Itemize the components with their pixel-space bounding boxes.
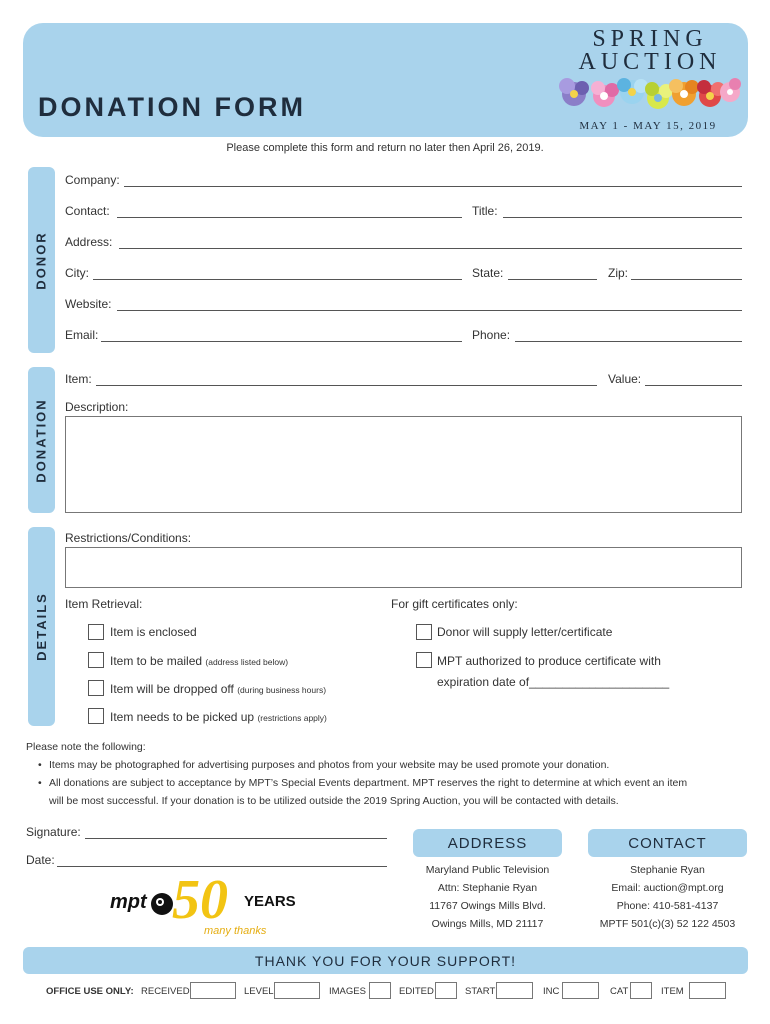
website-field[interactable] (117, 310, 742, 311)
title-label: Title: (472, 204, 498, 218)
instructions: Please complete this form and return no later then April 26, 2019. (226, 142, 544, 154)
cat-box[interactable] (630, 982, 652, 999)
flower-icon (591, 81, 619, 107)
donation-tab (28, 367, 55, 513)
item-field[interactable] (96, 385, 597, 386)
mailed-note: (address listed below) (205, 657, 289, 667)
mpt-produce-label: MPT authorized to produce certificate with (437, 654, 661, 668)
email-field[interactable] (101, 341, 462, 342)
address-field[interactable] (119, 248, 742, 249)
city-field[interactable] (93, 279, 462, 280)
enclosed-checkbox[interactable] (88, 624, 104, 640)
dropped-off-checkbox[interactable] (88, 680, 104, 696)
zip-field[interactable] (631, 279, 742, 280)
zip-label: Zip: (608, 266, 629, 280)
city-label: City: (65, 266, 89, 280)
contact-field[interactable] (117, 217, 462, 218)
details-tab (28, 527, 55, 726)
start-label: START (465, 986, 496, 997)
picked-up-label (110, 710, 327, 724)
item-office-label: ITEM (661, 986, 684, 997)
contact-line-3: Phone: 410-581-4137 (616, 900, 719, 912)
received-label: RECEIVED (141, 986, 190, 997)
description-textarea[interactable] (65, 416, 742, 513)
item-box[interactable] (689, 982, 726, 999)
thank-you-banner: THANK YOU FOR YOUR SUPPORT! (23, 947, 748, 974)
event-dates: MAY 1 - MAY 15, 2019 (579, 120, 717, 132)
event-title-line2: AUCTION (578, 49, 722, 75)
level-label: LEVEL (244, 986, 274, 997)
note-bullet-2-cont: will be most successful. If your donation is to be utilized outside the 2019 Spring Auction, you will be contacted with details. (49, 795, 619, 807)
dropped-off-text: Item will be dropped off (110, 682, 234, 696)
notes-heading: Please note the following: (26, 741, 146, 753)
address-line-4: Owings Mills, MD 21117 (431, 918, 544, 930)
description-label: Description: (65, 400, 129, 414)
flower-icon (645, 82, 673, 109)
address-line-2: Attn: Stephanie Ryan (437, 882, 538, 894)
note-bullet-2: All donations are subject to acceptance by MPT’s Special Events department. MPT reserves the right to determine at which event an item (49, 777, 688, 789)
flower-icon (559, 78, 589, 106)
contact-line-1: Stephanie Ryan (630, 864, 705, 876)
flower-icon (617, 78, 648, 104)
state-label: State: (472, 266, 504, 280)
contact-line-4: MPTF 501(c)(3) 52 122 4503 (599, 918, 736, 930)
flowers-illustration (552, 72, 742, 120)
date-field[interactable] (57, 866, 387, 867)
address-block (405, 861, 570, 933)
note-bullet-1: Items may be photographed for advertising purposes and photos from your website may be used promote your donation. (49, 759, 610, 771)
contact-line-2: Email: auction@mpt.org (611, 882, 724, 894)
date-label: Date: (26, 853, 55, 867)
contact-label: Contact: (65, 204, 110, 218)
donation-tab-label: DONATION (34, 397, 49, 483)
fifty-number: 50 (172, 869, 228, 931)
mpt-produce-checkbox[interactable] (416, 652, 432, 668)
expiration-date-label: expiration date of_____________________ (437, 675, 670, 689)
received-box[interactable] (190, 982, 236, 999)
bullet-icon: • (38, 759, 42, 771)
title-field[interactable] (503, 217, 742, 218)
level-box[interactable] (274, 982, 320, 999)
years-text: YEARS (244, 893, 296, 910)
start-box[interactable] (496, 982, 533, 999)
picked-up-note: (restrictions apply) (257, 713, 327, 723)
item-label: Item: (65, 372, 92, 386)
company-label: Company: (65, 173, 120, 187)
email-label: Email: (65, 328, 99, 342)
phone-label: Phone: (472, 328, 511, 342)
address-line-3: 11767 Owings Mills Blvd. (429, 900, 546, 912)
picked-up-checkbox[interactable] (88, 708, 104, 724)
restrictions-textarea[interactable] (65, 547, 742, 588)
event-title (575, 28, 725, 74)
mailed-text: Item to be mailed (110, 654, 203, 668)
mpt-brand: mpt (110, 891, 147, 913)
signature-field[interactable] (85, 838, 387, 839)
address-label: Address: (65, 235, 113, 249)
enclosed-label: Item is enclosed (110, 625, 197, 639)
many-thanks-text: many thanks (204, 925, 267, 937)
picked-up-text: Item needs to be picked up (110, 710, 255, 724)
donor-supply-checkbox[interactable] (416, 624, 432, 640)
office-use-label: OFFICE USE ONLY: (46, 986, 134, 997)
bullet-icon: • (38, 777, 42, 789)
website-label: Website: (65, 297, 112, 311)
company-field[interactable] (124, 186, 742, 187)
donor-tab-label: DONOR (34, 230, 50, 290)
value-field[interactable] (645, 385, 742, 386)
flower-icon (669, 79, 699, 106)
pbs-icon (150, 892, 174, 916)
inc-box[interactable] (562, 982, 599, 999)
cat-label: CAT (610, 986, 629, 997)
mailed-checkbox[interactable] (88, 652, 104, 668)
edited-box[interactable] (435, 982, 457, 999)
gift-certificate-label: For gift certificates only: (391, 597, 518, 611)
dropped-off-note: (during business hours) (237, 685, 327, 695)
mpt-50-logo (108, 869, 308, 942)
flower-icon (720, 78, 741, 102)
donor-supply-label: Donor will supply letter/certificate (437, 625, 613, 639)
images-box[interactable] (369, 982, 391, 999)
restrictions-label: Restrictions/Conditions: (65, 531, 192, 545)
event-title-line1: SPRING (592, 26, 708, 52)
edited-label: EDITED (399, 986, 434, 997)
images-label: IMAGES (329, 986, 366, 997)
address-line-1: Maryland Public Television (425, 864, 550, 876)
address-heading: ADDRESS (413, 829, 562, 857)
value-label: Value: (608, 372, 642, 386)
inc-label: INC (543, 986, 560, 997)
mailed-label (110, 654, 288, 668)
signature-label: Signature: (26, 825, 81, 839)
contact-block (580, 861, 755, 933)
details-tab-label: DETAILS (34, 592, 49, 661)
form-title: DONATION FORM (38, 92, 306, 122)
retrieval-label: Item Retrieval: (65, 597, 143, 611)
dropped-off-label (110, 682, 326, 696)
donor-tab (28, 167, 55, 353)
phone-field[interactable] (515, 341, 742, 342)
state-field[interactable] (508, 279, 597, 280)
contact-heading: CONTACT (588, 829, 747, 857)
